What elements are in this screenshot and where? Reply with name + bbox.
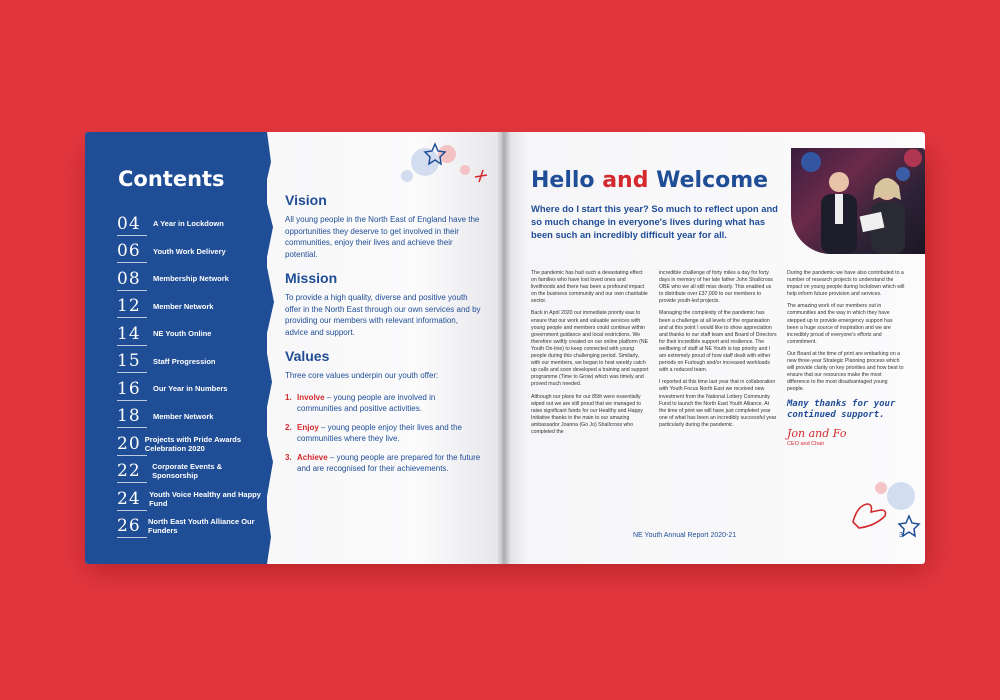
toc-underline xyxy=(117,345,147,346)
welcome-title xyxy=(531,168,768,193)
toc-underline xyxy=(117,317,147,318)
toc-item[interactable] xyxy=(117,430,267,458)
toc-item[interactable] xyxy=(117,375,267,403)
paragraph: Back in April 2020 our immediate priority was to ensure that our work and valuable services with young people and members could continue within government guidance and local restrictions. We therefore swiftly created on our online platform (NE Youth On-line) to keep connected with young people during this challenging period. Similarly, with our members, we began to host weekly catch up calls and soon developed a training and support programme (Time to Grow) which was timely and proved much needed. xyxy=(531,310,649,388)
mission-heading: Mission xyxy=(285,270,338,286)
toc-label: Membership Network xyxy=(153,274,229,284)
toc-item[interactable] xyxy=(117,293,267,321)
value-number: 2. xyxy=(285,422,292,432)
toc-underline xyxy=(117,262,147,263)
text-column xyxy=(787,270,905,447)
ceo-chair-photo xyxy=(791,148,925,254)
mission-text: To provide a high quality, diverse and positive youth offer in the North East through our own services and by providing our members with relevant information, advice and support. xyxy=(285,293,481,337)
values-heading: Values xyxy=(285,348,330,364)
hand-splash-decoration xyxy=(843,470,925,540)
toc-item[interactable] xyxy=(117,458,267,486)
toc-item[interactable] xyxy=(117,320,267,348)
value-item xyxy=(285,452,481,475)
toc-label: Staff Progression xyxy=(153,356,216,366)
toc-page-number: 26 xyxy=(117,516,141,537)
paragraph: I reported at this time last year that in collaboration with Youth Focus North East we received new investment from the National Lottery Community Fund to launch the North East Youth Alliance. At the time of print we will have just completed year one of what has been an incredibly successful year particularly during the pandemic. xyxy=(659,379,777,428)
text-column xyxy=(531,270,649,447)
toc-underline xyxy=(117,510,147,511)
toc-page-number: 22 xyxy=(117,461,141,482)
toc-underline xyxy=(117,482,147,483)
table-of-contents xyxy=(117,210,267,540)
value-number: 1. xyxy=(285,392,292,402)
text-column xyxy=(659,270,777,447)
toc-page-number: 08 xyxy=(117,268,141,289)
signature: Jon and Fo xyxy=(787,426,847,440)
toc-item[interactable] xyxy=(117,265,267,293)
toc-label: North East Youth Alliance Our Funders xyxy=(148,517,255,536)
welcome-intro: Where do I start this year? So much to reflect upon and so much change in everyone's lives during what has been such an incredibly difficult year for all. xyxy=(531,203,778,240)
welcome-body xyxy=(531,270,907,447)
toc-label: NE Youth Online xyxy=(153,329,212,339)
vision-text: All young people in the North East of England have the opportunities they deserve to get involved in their communities, enjoy their lives and achieve their potential. xyxy=(285,215,480,259)
toc-underline xyxy=(117,235,147,236)
toc-label: Corporate Events & Sponsorship xyxy=(152,462,223,481)
toc-underline xyxy=(117,290,147,291)
paint-splash-decoration xyxy=(385,136,500,196)
toc-item[interactable] xyxy=(117,485,267,513)
thanks-message: Many thanks for your continued support. xyxy=(787,398,896,420)
toc-item[interactable] xyxy=(117,238,267,266)
toc-page-number: 16 xyxy=(117,378,141,399)
contents-title: Contents xyxy=(118,167,225,191)
toc-underline xyxy=(117,400,147,401)
value-item xyxy=(285,392,481,415)
left-page xyxy=(85,132,503,564)
welcome-title-and: and xyxy=(602,168,649,193)
toc-underline xyxy=(117,427,147,428)
paragraph: The pandemic has had such a devastating effect on families who have lost loved ones and livelihoods and there has been a profound impact on the business community and our own charitable sector. xyxy=(531,270,648,305)
value-item xyxy=(285,422,481,445)
toc-item[interactable] xyxy=(117,348,267,376)
paragraph: Our Board at the time of print are embarking on a new three-year Strategic Planning process which will provide clarity on key priorities and how best to ensure that our resources make the most difference to the most disadvantaged young people. xyxy=(787,350,904,393)
toc-label: A Year in Lockdown xyxy=(153,219,224,229)
toc-label: Member Network xyxy=(153,301,214,311)
vision-heading: Vision xyxy=(285,192,327,208)
toc-page-number: 18 xyxy=(117,406,141,427)
toc-page-number: 06 xyxy=(117,241,141,262)
value-keyword: Involve xyxy=(297,392,325,402)
toc-underline xyxy=(117,372,147,373)
signature-role: CEO and Chair xyxy=(787,440,825,447)
footer-text: NE Youth Annual Report 2020-21 xyxy=(633,532,737,539)
paragraph: The amazing work of our members out in communities and the way in which they have stepped up to provide emergency support has been a huge source of inspiration and we are incredibly proud of everyone's efforts and commitment. xyxy=(787,303,893,345)
toc-page-number: 04 xyxy=(117,213,141,234)
toc-page-number: 14 xyxy=(117,323,141,344)
toc-label: Youth Voice Healthy and Happy Fund xyxy=(149,489,261,508)
toc-item[interactable] xyxy=(117,403,267,431)
page-number: 3 xyxy=(899,532,903,539)
booklet-spine xyxy=(497,132,511,564)
paragraph: Managing the complexity of the pandemic has been a challenge at all levels of the organisation and at this point I would like to show appreciation and thanks to our staff team and Board of Directors for their incredible support and resilience. The wellbeing of staff at NE Youth is top priority and I am extremely proud of how staff dealt with either periods on Furlough and/or increased workloads with a reduced team. xyxy=(659,310,777,374)
value-number: 3. xyxy=(285,452,292,462)
paragraph: During the pandemic we have also contributed to a number of research projects to understand the impact on young people during lockdown which will help inform future provision and services. xyxy=(787,270,905,298)
toc-label: Projects with Pride Awards Celebration 2020 xyxy=(144,434,242,453)
welcome-title-part: Hello xyxy=(531,168,603,193)
toc-page-number: 12 xyxy=(117,296,141,317)
paragraph: Although our plans for our 85th were essentially wiped out we are still proud that we managed to raise significant funds for our Healthy and Happy Initiative thanks in the main to our amazing ambassador Joanna (Go Jo) Shallcross who completed the xyxy=(531,393,643,435)
toc-page-number: 15 xyxy=(117,351,141,372)
paragraph: incredible challenge of forty miles a day for forty days in memory of her late father John Shallcross OBE who we all still miss dearly. This enabled us to distribute over £37,000 to our members to provide youth-led projects. xyxy=(659,270,773,305)
value-description: – young people are involved in communities and positive activities. xyxy=(297,392,436,413)
value-keyword: Enjoy xyxy=(297,422,319,432)
toc-underline xyxy=(117,455,147,456)
right-page xyxy=(503,132,925,564)
toc-label: Our Year in Numbers xyxy=(153,384,228,394)
toc-item[interactable] xyxy=(117,513,267,541)
values-intro: Three core values underpin our youth offer: xyxy=(285,371,439,380)
annual-report-booklet xyxy=(85,132,925,564)
toc-label: Member Network xyxy=(153,411,214,421)
vision-mission-values xyxy=(285,192,481,482)
toc-label: Youth Work Delivery xyxy=(153,246,226,256)
toc-item[interactable] xyxy=(117,210,267,238)
toc-page-number: 24 xyxy=(117,488,141,509)
toc-page-number: 20 xyxy=(117,433,141,454)
value-description: – young people are prepared for the future and are recognised for their achievements. xyxy=(297,452,481,473)
welcome-title-part: Welcome xyxy=(648,168,769,193)
toc-underline xyxy=(117,537,147,538)
value-description: – young people enjoy their lives and the communities where they live. xyxy=(297,422,462,443)
value-keyword: Achieve xyxy=(297,452,328,462)
